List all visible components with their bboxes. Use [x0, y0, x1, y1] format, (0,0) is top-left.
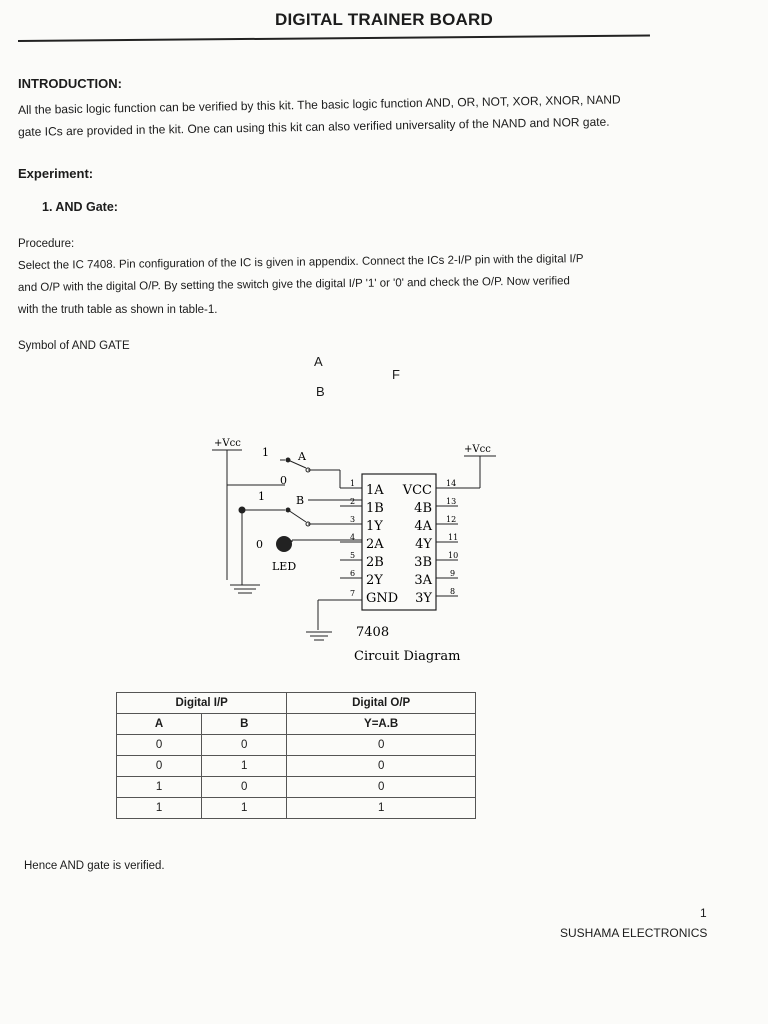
pin-label: 1B [366, 501, 384, 516]
pin-label: 1Y [366, 519, 383, 534]
cell-b: 0 [202, 735, 287, 756]
switch-a-label: A [298, 450, 306, 463]
pin-label: 4B [414, 501, 432, 516]
pin-label: 2A [366, 537, 384, 552]
cell-y: 0 [287, 756, 476, 777]
pin-label: 1A [366, 483, 384, 498]
column-y-header: Y=A.B [287, 714, 476, 735]
pin-number: 3 [350, 515, 356, 524]
ic-left-pins [366, 483, 398, 606]
pin-label: 4A [414, 519, 432, 534]
ic-part-number: 7408 [356, 625, 390, 640]
switch-a-zero: 0 [280, 474, 287, 487]
cell-a: 1 [117, 798, 202, 819]
symbol-label: Symbol of AND GATE [18, 340, 130, 352]
pin-label: 3B [414, 555, 432, 570]
pin-number: 14 [446, 479, 457, 488]
pin-number: 13 [446, 497, 457, 506]
cell-a: 0 [117, 735, 202, 756]
and-gate-heading: 1. AND Gate: [42, 200, 118, 214]
table-row [117, 756, 476, 777]
pin-number: 7 [350, 589, 356, 598]
procedure-label: Procedure: [18, 238, 75, 250]
column-a-header: A [117, 714, 202, 735]
procedure-line-3: with the truth table as shown in table-1. [18, 304, 218, 316]
table-row [117, 777, 476, 798]
cell-b: 1 [202, 756, 287, 777]
vcc-right-label: +Vcc [464, 444, 491, 455]
pin-number: 1 [350, 479, 356, 488]
symbol-input-b: B [316, 384, 325, 399]
pin-number: 2 [350, 497, 356, 506]
conclusion-text: Hence AND gate is verified. [24, 860, 165, 872]
pin-number: 9 [450, 569, 456, 578]
intro-line-2: gate ICs are provided in the kit. One can using this kit can also verified universality of the NAND and NOR gate. [17, 114, 610, 139]
pin-number: 11 [448, 533, 459, 542]
pin-label: VCC [402, 483, 432, 498]
symbol-output-f: F [392, 367, 400, 382]
pin-number: 6 [350, 569, 356, 578]
led-zero: 0 [256, 538, 263, 551]
ic-right-pins [402, 483, 433, 606]
column-b-header: B [202, 714, 287, 735]
cell-y: 1 [287, 798, 476, 819]
page-title: DIGITAL TRAINER BOARD [275, 10, 493, 29]
pin-label: 4Y [415, 537, 432, 552]
pin-number: 12 [446, 515, 457, 524]
cell-y: 0 [287, 735, 476, 756]
page-number: 1 [700, 906, 707, 920]
switch-b-one: 1 [258, 490, 265, 503]
pin-number: 4 [350, 533, 356, 542]
circuit-caption: Circuit Diagram [354, 649, 461, 664]
symbol-input-a: A [314, 354, 323, 369]
table-row [117, 735, 476, 756]
procedure-line-2: and O/P with the digital O/P. By setting the switch give the digital I/P '1' or '0' and check the O/P. Now verified [17, 275, 570, 294]
output-group-header: Digital O/P [287, 693, 476, 714]
company-name: SUSHAMA ELECTRONICS [560, 926, 708, 940]
cell-b: 1 [202, 798, 287, 819]
title-rule [18, 34, 650, 42]
experiment-heading: Experiment: [18, 166, 94, 181]
intro-line-1: All the basic logic function can be verified by this kit. The basic logic function AND, OR, NOT, XOR, XNOR, NAND [17, 92, 621, 117]
ic-left-pin-numbers [350, 479, 355, 598]
input-group-header: Digital I/P [117, 693, 287, 714]
vcc-left-label: +Vcc [214, 438, 241, 449]
table-row [117, 798, 476, 819]
pin-number: 8 [450, 587, 456, 596]
circuit-diagram [200, 430, 560, 670]
pin-number: 5 [350, 551, 356, 560]
cell-y: 0 [287, 777, 476, 798]
led-label: LED [272, 560, 297, 573]
pin-label: 2B [366, 555, 384, 570]
pin-label: GND [366, 591, 399, 606]
truth-table [116, 692, 476, 819]
procedure-line-1: Select the IC 7408. Pin configuration of the IC is given in appendix. Connect the ICs 2-I/P pin with the digital I/P [17, 253, 584, 272]
switch-a-one: 1 [262, 446, 269, 459]
pin-label: 3A [414, 573, 432, 588]
pin-label: 3Y [415, 591, 432, 606]
pin-number: 10 [448, 551, 459, 560]
led-icon [276, 536, 292, 552]
cell-a: 1 [117, 777, 202, 798]
cell-a: 0 [117, 756, 202, 777]
pin-label: 2Y [366, 573, 383, 588]
switch-b-label: B [296, 494, 305, 507]
cell-b: 0 [202, 777, 287, 798]
intro-heading: INTRODUCTION: [18, 76, 122, 91]
